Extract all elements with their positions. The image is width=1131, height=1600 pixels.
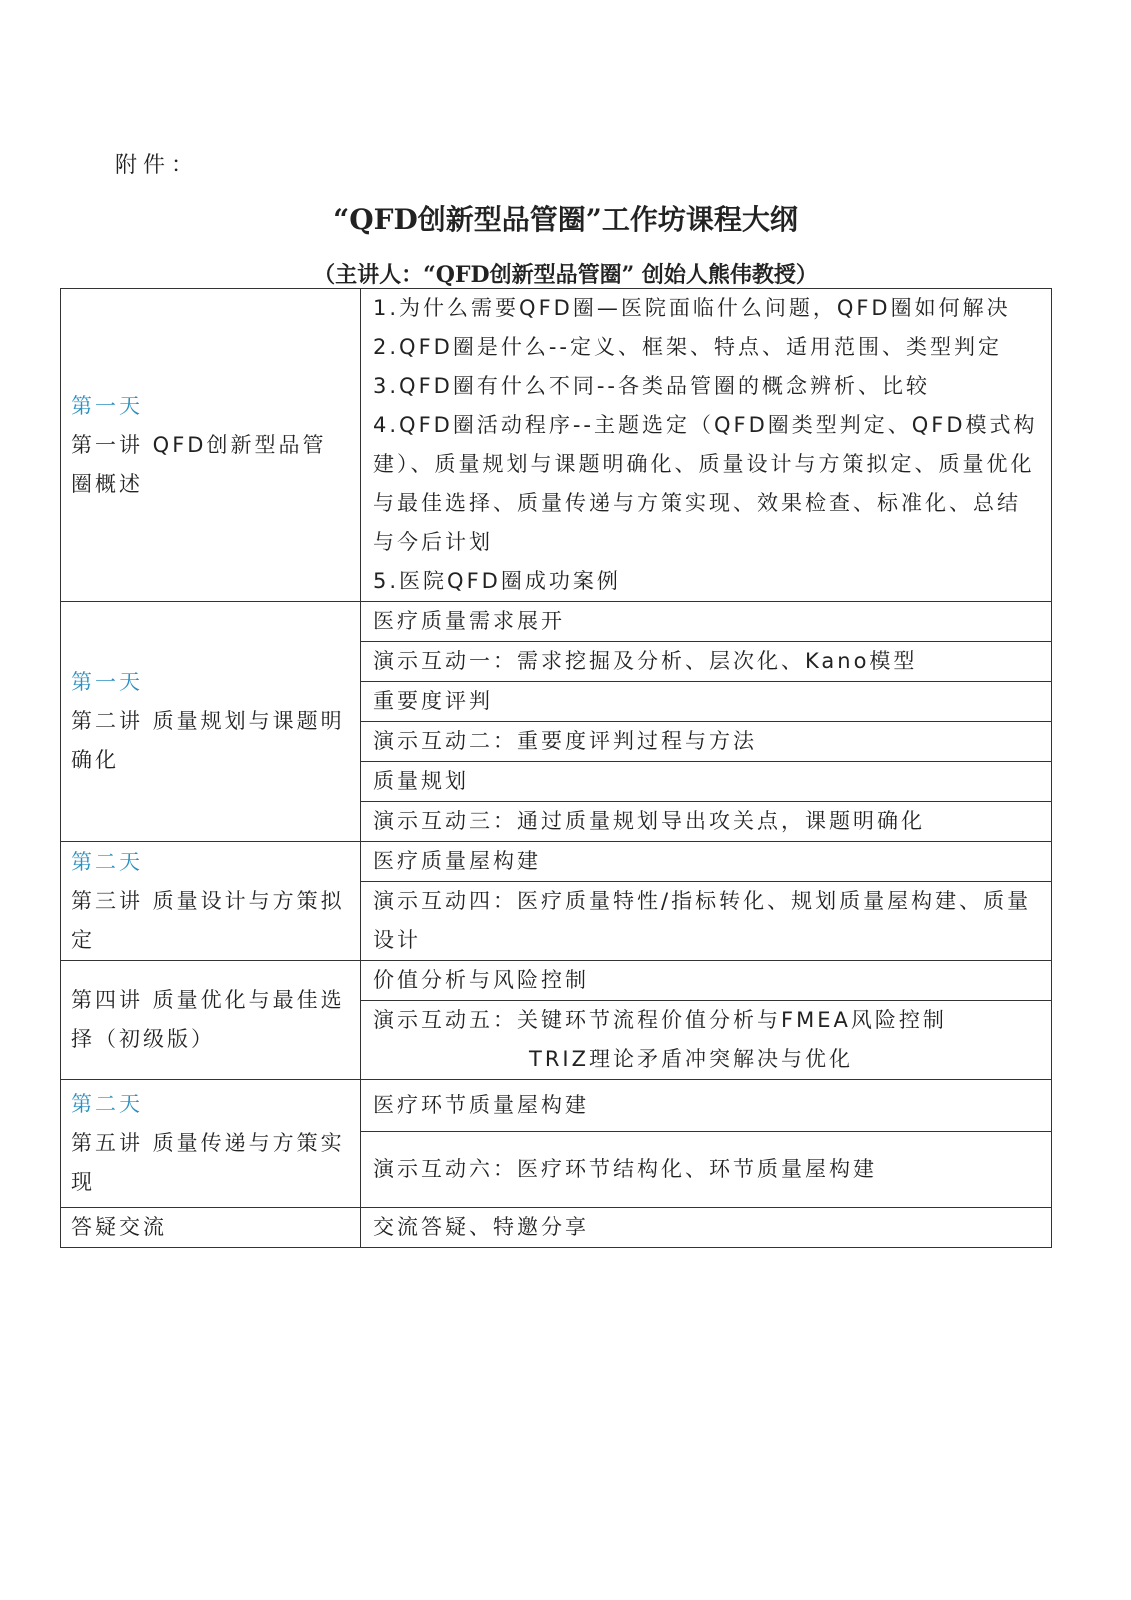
section-label-cell <box>61 602 361 842</box>
day-label: 第二天 <box>71 1092 143 1116</box>
lecture-title: 第四讲 质量优化与最佳选择（初级版） <box>71 988 345 1051</box>
lecture-title: 答疑交流 <box>71 1215 167 1239</box>
content-cell: 演示互动六：医疗环节结构化、环节质量屋构建 <box>361 1132 1052 1208</box>
list-item: 5.医院QFD圈成功案例 <box>373 569 621 593</box>
day-label: 第一天 <box>71 670 143 694</box>
section-label-cell <box>61 842 361 961</box>
table-row <box>61 842 1052 882</box>
content-cell: 质量规划 <box>361 762 1052 802</box>
document-title: “QFD创新型品管圈”工作坊课程大纲 <box>333 203 798 236</box>
section-label-cell <box>61 1080 361 1208</box>
list-item-continuation: TRIZ理论矛盾冲突解决与优化 <box>529 1047 853 1071</box>
lecture-title: 第二讲 质量规划与课题明确化 <box>71 709 345 772</box>
attachment-label: 附件： <box>115 153 200 178</box>
day-label: 第二天 <box>71 849 143 874</box>
table-row <box>61 602 1052 642</box>
content-cell: 演示互动一：需求挖掘及分析、层次化、Kano模型 <box>361 642 1052 682</box>
content-cell <box>361 289 1052 602</box>
lecture-title: 第一讲 QFD创新型品管圈概述 <box>71 432 327 496</box>
table-row <box>61 289 1052 602</box>
lecture-title: 第三讲 质量设计与方策拟定 <box>71 888 345 952</box>
content-cell: 演示互动三：通过质量规划导出攻关点，课题明确化 <box>361 802 1052 842</box>
content-cell: 交流答疑、特邀分享 <box>361 1208 1052 1248</box>
day-label: 第一天 <box>71 393 143 418</box>
list-item: 2.QFD圈是什么--定义、框架、特点、适用范围、类型判定 <box>373 335 1002 359</box>
content-cell: 医疗质量屋构建 <box>361 842 1052 882</box>
content-cell: 演示互动四：医疗质量特性/指标转化、规划质量屋构建、质量设计 <box>361 882 1052 961</box>
section-label-cell <box>61 289 361 602</box>
content-cell: 医疗环节质量屋构建 <box>361 1080 1052 1132</box>
content-cell <box>361 1001 1052 1080</box>
course-outline-table <box>60 288 1052 1248</box>
lecture-title: 第五讲 质量传递与方策实现 <box>71 1131 345 1194</box>
content-cell: 演示互动二：重要度评判过程与方法 <box>361 722 1052 762</box>
list-item: 3.QFD圈有什么不同--各类品管圈的概念辨析、比较 <box>373 374 930 398</box>
section-label-cell <box>61 961 361 1080</box>
content-cell: 医疗质量需求展开 <box>361 602 1052 642</box>
content-cell: 价值分析与风险控制 <box>361 961 1052 1001</box>
section-label-cell <box>61 1208 361 1248</box>
document-subtitle: （主讲人：“QFD创新型品管圈” 创始人熊伟教授） <box>313 262 818 288</box>
table-row <box>61 961 1052 1001</box>
list-item: 4.QFD圈活动程序--主题选定（QFD圈类型判定、QFD模式构建）、质量规划与课题明确化、质量设计与方策拟定、质量优化与最佳选择、质量传递与方策实现、效果检查、标准化、总结与今后计划 <box>373 413 1038 554</box>
list-item: 演示互动五：关键环节流程价值分析与FMEA风险控制 <box>373 1008 947 1032</box>
content-cell: 重要度评判 <box>361 682 1052 722</box>
list-item: 1.为什么需要QFD圈—医院面临什么问题，QFD圈如何解决 <box>373 296 1011 320</box>
table-row <box>61 1208 1052 1248</box>
table-row <box>61 1080 1052 1132</box>
